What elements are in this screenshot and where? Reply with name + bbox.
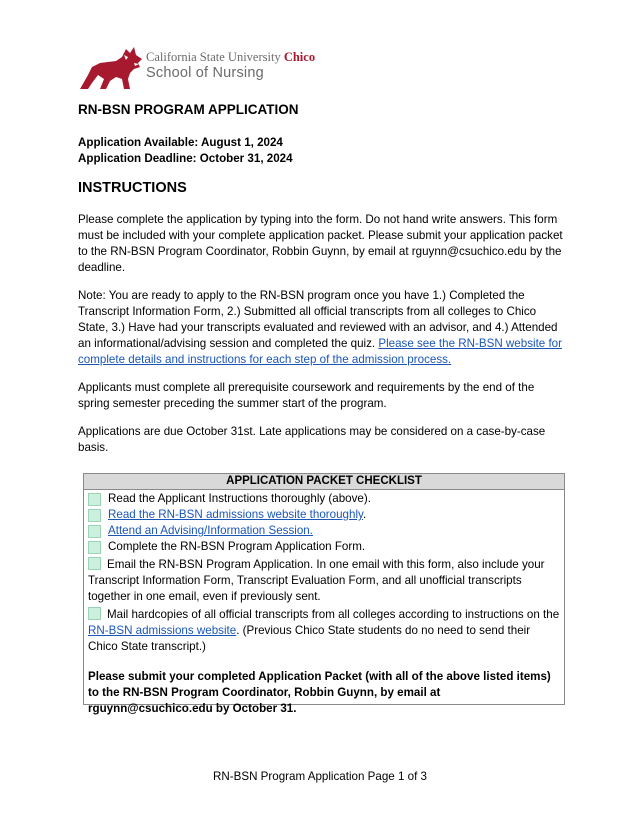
checklist-item-suffix: . (Previous Chico State students do no need to send their Chico State transcript.) <box>88 624 531 653</box>
instructions-paragraph-1: Please complete the application by typing into the form. Do not hand write answers. This form must be included with your complete application packet. Please submit your application packet to the RN-BSN Program Coordinator, Robbin Guynn, by email at rguynn@csuchico.edu by the deadline. <box>78 213 563 274</box>
available-date: Application Available: August 1, 2024 <box>78 136 283 149</box>
note-text: Note: You are ready to apply to the RN-BSN program once you have 1.) Completed the Transcript Information Form, 2.) Submitted all official transcripts from all colleges to Chico State, 3.) Have had your transcripts evaluated and reviewed with an advisor, and 4.) Attended an informational/advising session and completed the quiz. <box>78 289 558 350</box>
checklist-heading: APPLICATION PACKET CHECKLIST <box>84 474 564 490</box>
page-title: RN-BSN PROGRAM APPLICATION <box>78 102 299 117</box>
application-packet-checklist <box>83 473 565 715</box>
checklist-item-suffix: . <box>362 508 367 521</box>
wildcat-mascot-icon <box>78 45 144 95</box>
university-logo <box>78 45 316 95</box>
admissions-website-link-2[interactable]: RN-BSN admissions website <box>88 624 237 637</box>
checklist-item-mail-transcripts <box>88 605 560 655</box>
checklist-item-label: Mail hardcopies of all official transcripts from all colleges according to instructions on the <box>107 608 560 621</box>
checkbox[interactable] <box>88 509 101 522</box>
checkbox[interactable] <box>88 541 101 554</box>
school-name: School of Nursing <box>146 65 264 81</box>
instructions-paragraph-4: Applications are due October 31st. Late applications may be considered on a case-by-case basis. <box>78 425 546 454</box>
instructions-heading: INSTRUCTIONS <box>78 180 187 196</box>
checkbox[interactable] <box>88 557 101 570</box>
checklist-item-application-form <box>88 539 560 555</box>
checklist-item-instructions <box>88 491 560 507</box>
checklist-item-advising <box>88 523 560 539</box>
application-dates <box>78 135 293 167</box>
checklist-item-email <box>88 555 560 605</box>
instructions-paragraph-2 <box>78 288 564 368</box>
rn-bsn-website-link[interactable]: Please see the RN-BSN website for complete details and instructions for each step of the admission process. <box>78 337 562 366</box>
advising-session-link[interactable]: Attend an Advising/Information Session. <box>108 524 313 537</box>
checklist-item-label: Complete the RN-BSN Program Application Form. <box>108 540 366 553</box>
checklist-item-label: Read the Applicant Instructions thoroughly (above). <box>108 492 371 505</box>
checklist-item-website <box>88 507 560 523</box>
checkbox[interactable] <box>88 525 101 538</box>
admissions-website-link[interactable]: Read the RN-BSN admissions website thoroughly <box>108 508 363 521</box>
checklist-item-label: Email the RN-BSN Program Application. In one email with this form, also include your Transcript Information Form, Transcript Evaluation Form, and all unofficial transcripts together in one email, even if previously sent. <box>88 558 545 603</box>
checkbox[interactable] <box>88 493 101 506</box>
page-footer: RN-BSN Program Application Page 1 of 3 <box>213 770 427 783</box>
checkbox[interactable] <box>88 607 101 620</box>
deadline-date: Application Deadline: October 31, 2024 <box>78 152 293 165</box>
university-name: California State University Chico <box>146 50 316 64</box>
submission-instructions: Please submit your completed Application Packet (with all of the above listed items) to the RN-BSN Program Coordinator, Robbin Guynn, by email at rguynn@csuchico.edu by October 31. <box>88 670 551 715</box>
instructions-paragraph-3: Applicants must complete all prerequisite coursework and requirements by the end of the spring semester preceding the summer start of the program. <box>78 381 535 410</box>
